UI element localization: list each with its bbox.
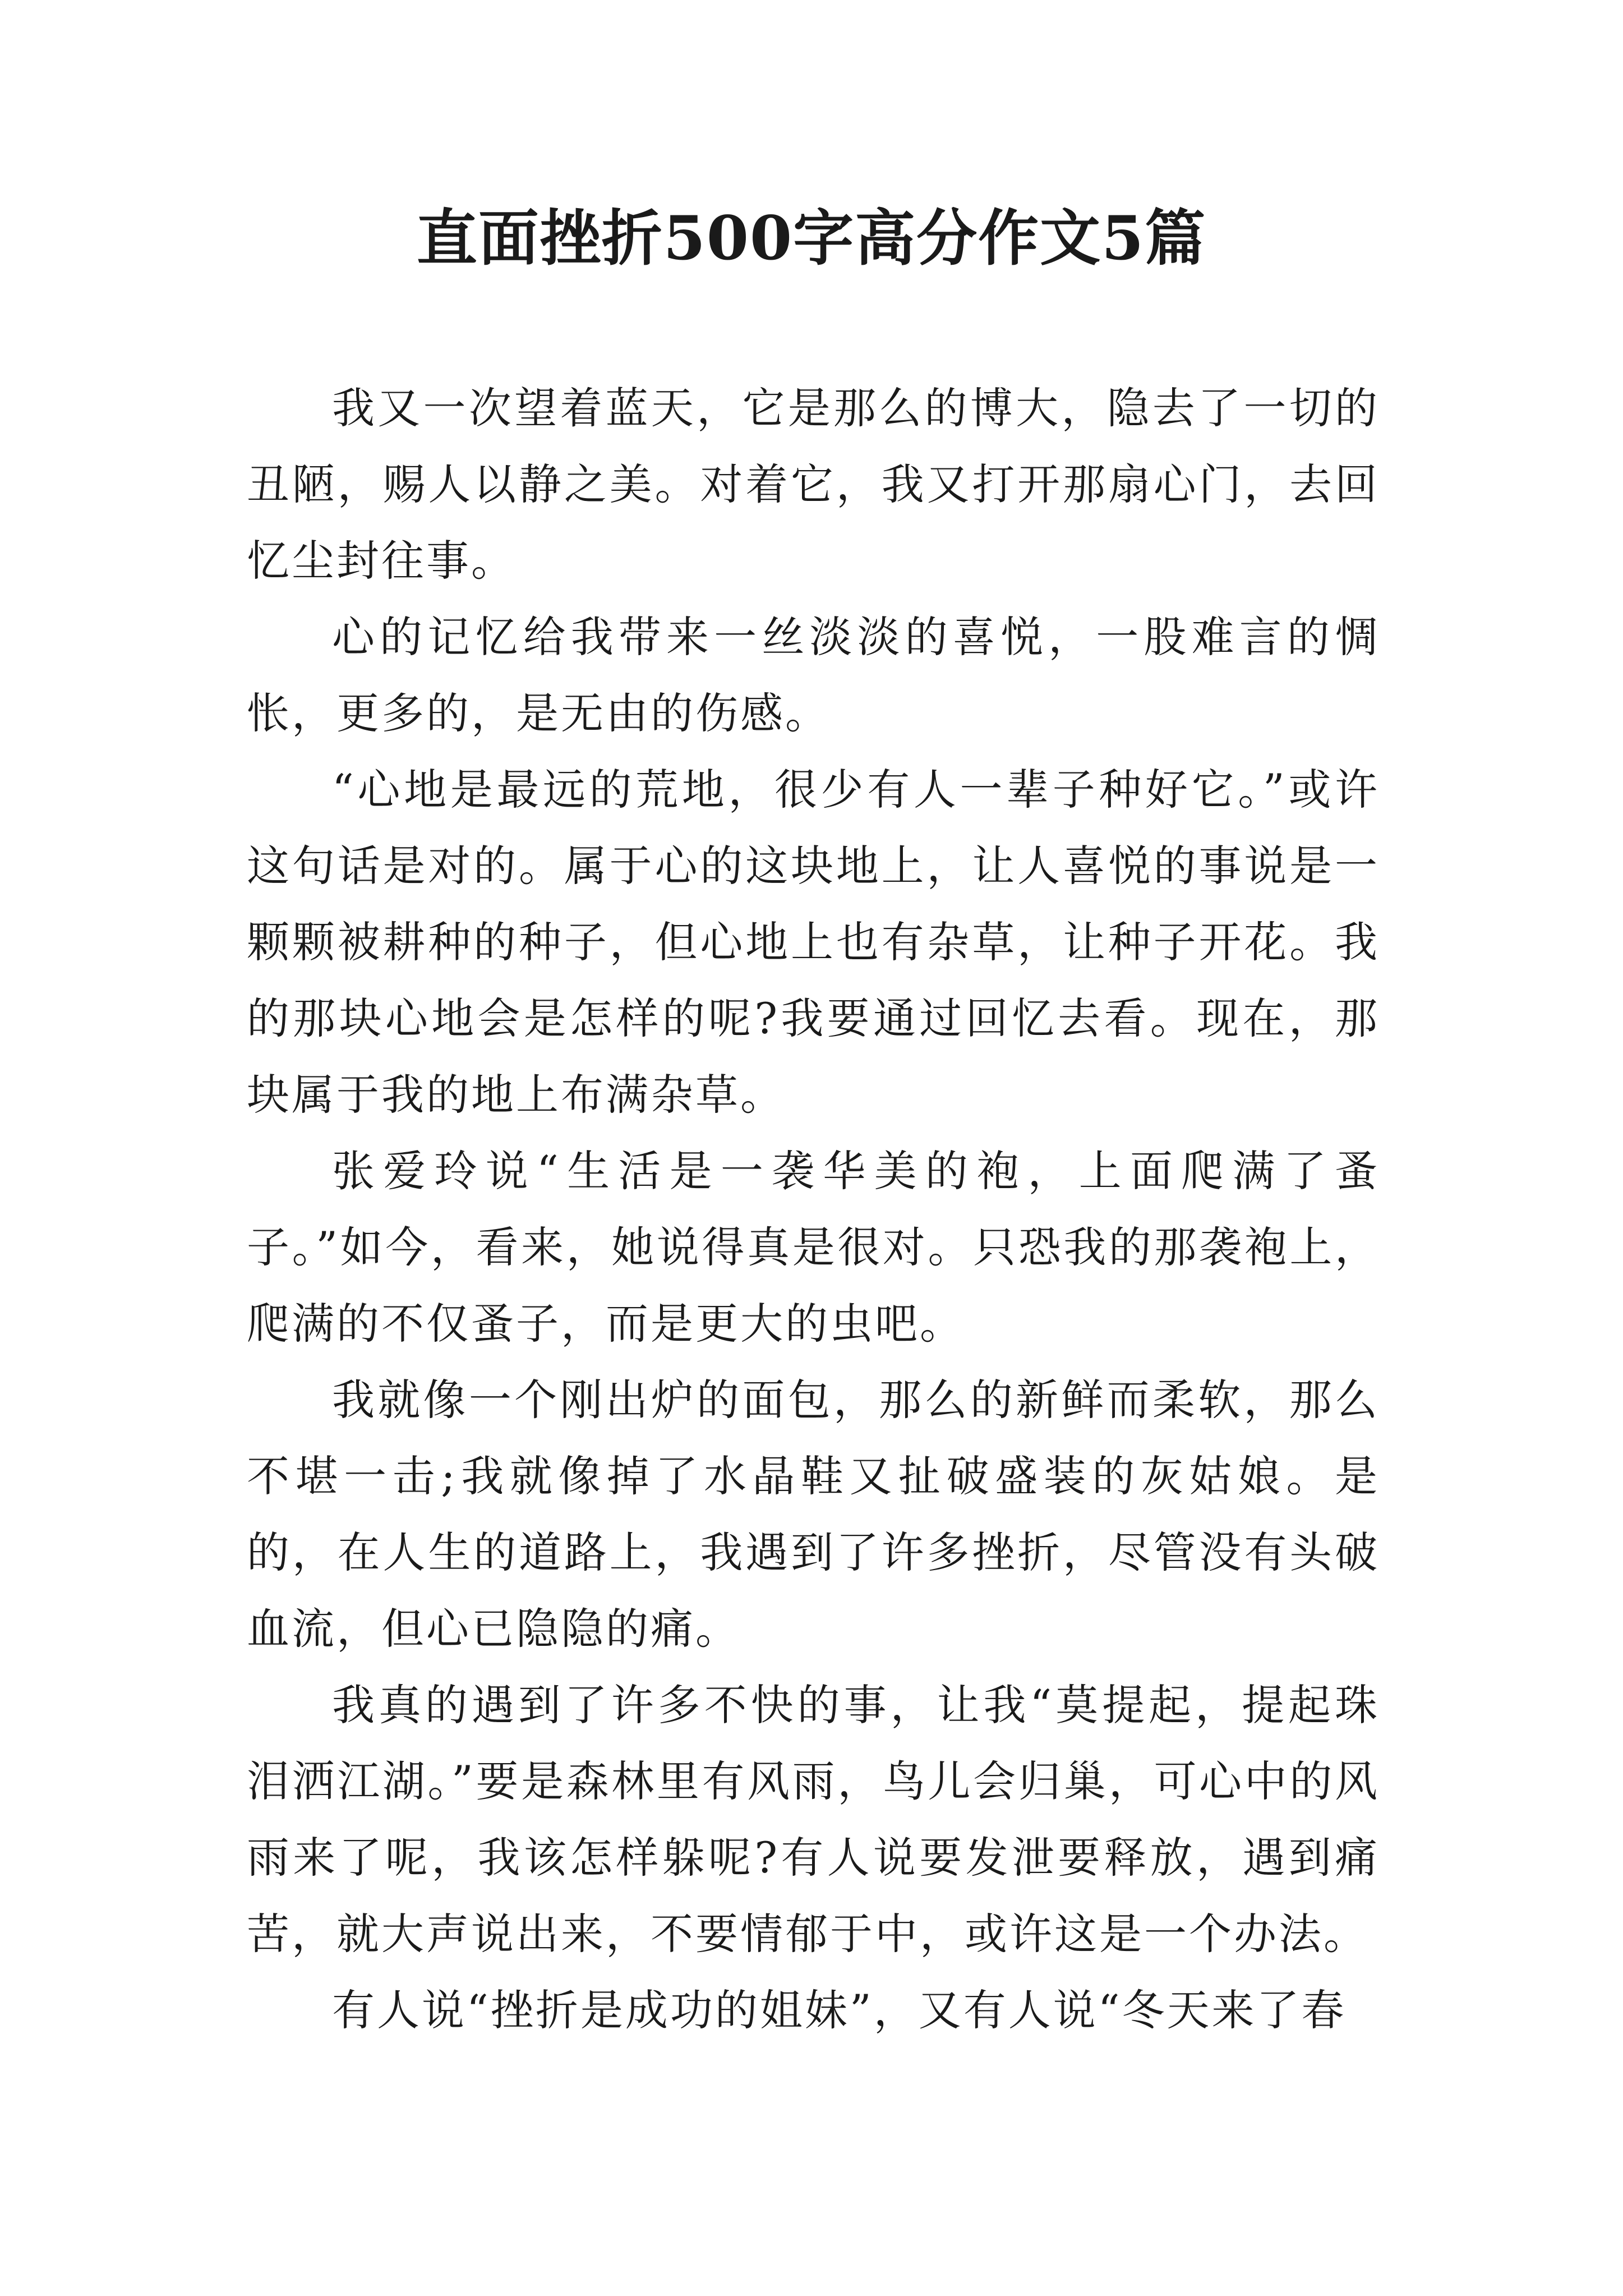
paragraph: 我真的遇到了许多不快的事，让我“莫提起，提起珠泪洒江湖。”要是森林里有风雨，鸟儿会归巢，可心中的风雨来了呢，我该怎样躲呢?有人说要发泄要释放，遇到痛苦，就大声说出来，不要情郁于中，或许这是一个办法。 (247, 1680, 1380, 1959)
paragraph: 心的记忆给我带来一丝淡淡的喜悦，一股难言的惆怅，更多的，是无由的伤感。 (247, 612, 1380, 738)
paragraph: 我又一次望着蓝天，它是那么的博大，隐去了一切的丑陋，赐人以静之美。对着它，我又打开那扇心门，去回忆尘封往事。 (247, 383, 1380, 586)
paragraph: “心地是最远的荒地，很少有人一辈子种好它。”或许这句话是对的。属于心的这块地上，让人喜悦的事说是一颗颗被耕种的种子，但心地上也有杂草，让种子开花。我的那块心地会是怎样的呢?我要通过回忆去看。现在，那块属于我的地上布满杂草。 (247, 765, 1380, 1120)
paragraph: 我就像一个刚出炉的面包，那么的新鲜而柔软，那么不堪一击;我就像掉了水晶鞋又扯破盛装的灰姑娘。是的，在人生的道路上，我遇到了许多挫折，尽管没有头破血流，但心已隐隐的痛。 (247, 1375, 1380, 1654)
document-body (247, 370, 1380, 2049)
paragraph: 有人说“挫折是成功的姐妹”，又有人说“冬天来了春 (332, 1985, 1347, 2035)
document-title: 直面挫折500字高分作文5篇 (416, 203, 1207, 274)
paragraph: 张爱玲说“生活是一袭华美的袍，上面爬满了蚤子。”如今，看来，她说得真是很对。只恐我的那袭袍上，爬满的不仅蚤子，而是更大的虫吧。 (247, 1146, 1380, 1349)
